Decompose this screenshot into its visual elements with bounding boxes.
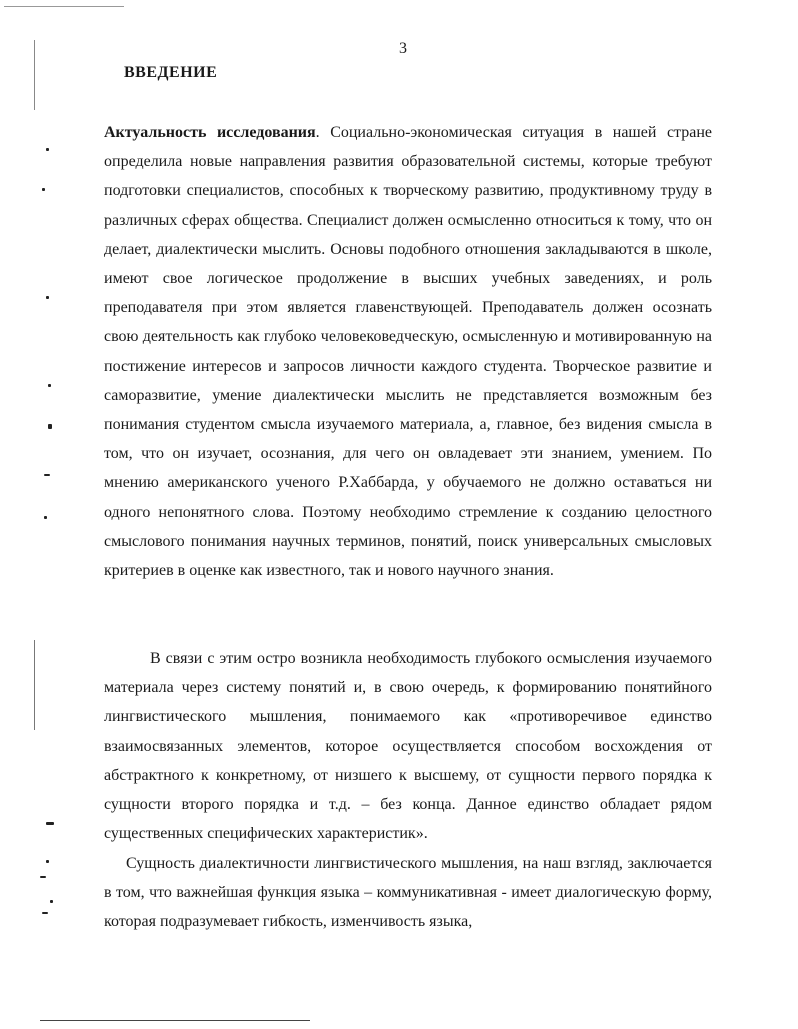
paragraph-dialectic-essence: Сущность диалектичности лингвистического мышления, на наш взгляд, заключается в том, что важнейшая функция языка – коммуникативная - имеет диалогическую форму, которая подразумевает гибкость, изменчивость языка,	[104, 855, 712, 931]
scan-artifact-dot	[46, 296, 49, 299]
scan-artifact-dot	[50, 900, 53, 903]
scan-artifact-dot	[44, 516, 47, 519]
scan-artifact-dot	[48, 384, 51, 387]
paragraph-lead-term: Актуальность исследования	[104, 124, 316, 141]
scan-artifact-bottom-rule	[40, 1020, 310, 1021]
section-heading: ВВЕДЕНИЕ	[124, 64, 218, 81]
scan-artifact-dot	[46, 148, 49, 151]
scan-artifact-top	[4, 6, 124, 7]
scan-artifact-dot	[42, 912, 48, 914]
paragraph-conceptual-thinking: В связи с этим остро возникла необходимость глубокого осмысления изучаемого материала через систему понятий и, в свою очередь, к формированию понятийного лингвистического мышления, понимаемого как «противоречивое единство взаимосвязанных элементов, которое осуществляется способом восхождения от абстрактного к конкретному, от низшего к высшему, от сущности первого порядка к сущности второго порядка и т.д. – без конца. Данное единство обладает рядом существенных специфических характеристик».	[104, 650, 712, 843]
paragraph-relevance	[104, 118, 712, 585]
scan-artifact-left-rule	[34, 640, 35, 730]
scan-artifact-dot	[40, 876, 46, 878]
scan-artifact-dot	[44, 474, 50, 476]
scan-artifact-dot	[46, 860, 49, 863]
page-number: 3	[399, 40, 407, 57]
paragraph-body: . Социально-экономическая ситуация в нашей стране определила новые направления развития образовательной системы, которые требуют подготовки специалистов, способных к творческому развитию, продуктивному труду в различных сферах общества. Специалист должен осмысленно относиться к тому, что он делает, диалектически мыслить. Основы подобного отношения закладываются в школе, имеют свое логическое продолжение в высших учебных заведениях, и роль преподавателя при этом является главенствующей. Преподаватель должен осознать свою деятельность как глубоко человековедческую, осмысленную и мотивированную на постижение интересов и запросов личности каждого студента. Творческое развитие и саморазвитие, умение диалектически мыслить не представляется возможным без понимания студентом смысла изучаемого материала, а, главное, без видения смысла в том, что он изучает, осознания, для чего он овладевает эти знанием, умением. По мнению американского ученого Р.Хаббарда, у обучаемого не должно оставаться ни одного непонятного слова. Поэтому необходимо стремление к созданию целостного смыслового понимания научных терминов, понятий, поиск универсальных смысловых критериев в оценке как известного, так и нового научного знания.	[104, 124, 712, 580]
scan-artifact-dot	[42, 188, 45, 191]
scan-artifact-dot	[46, 822, 54, 825]
scan-artifact-dot	[48, 424, 52, 429]
